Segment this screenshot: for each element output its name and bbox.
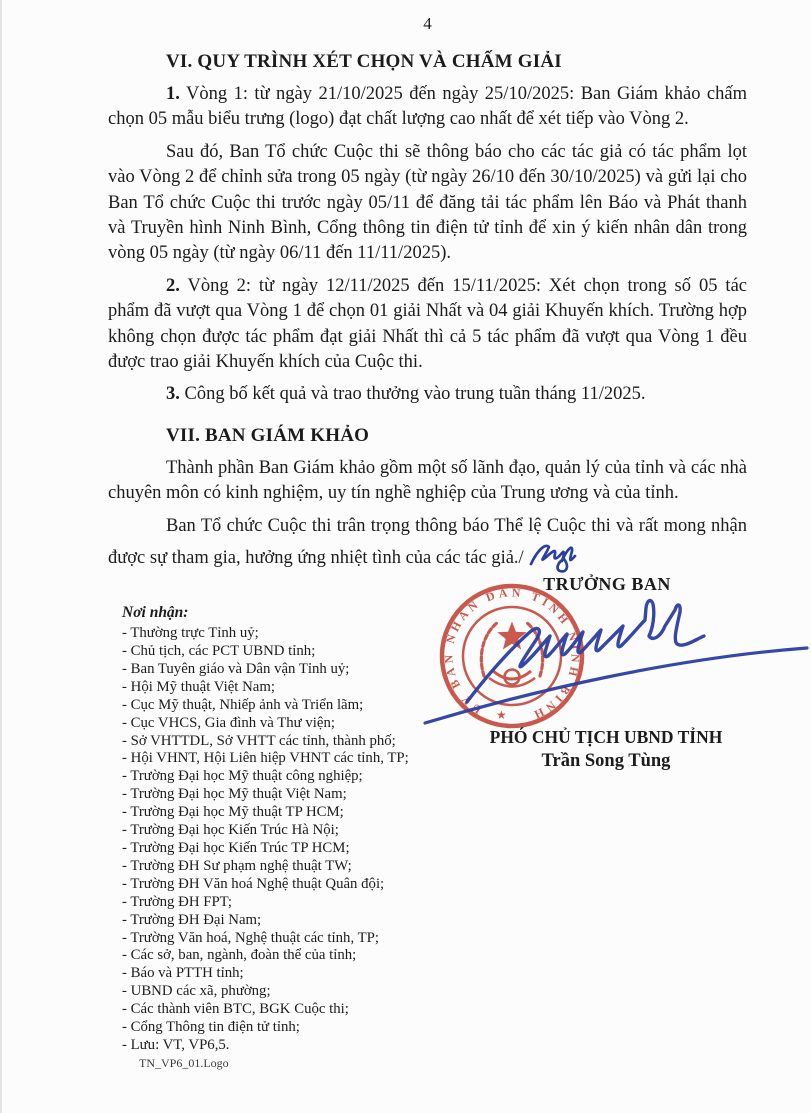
signer-name: Trần Song Tùng xyxy=(541,751,671,771)
recipient-item: - Lưu: VT, VP6,5. xyxy=(122,1036,230,1053)
recipient-item: - Trường Đại học Kiến Trúc Hà Nội; xyxy=(122,822,339,839)
paragraph-lead: 2. xyxy=(166,275,180,296)
recipient-item: - Ban Tuyên giáo và Dân vận Tỉnh uỷ; xyxy=(122,660,350,677)
recipient-item: - Hội Mỹ thuật Việt Nam; xyxy=(122,678,275,695)
recipient-item: - Báo và PTTH tỉnh; xyxy=(122,965,244,982)
seal-ring-text: ỦY BAN NHÂN DÂN TỈNH NINH BÌNH xyxy=(441,585,583,722)
recipient-item: - Các thành viên BTC, BGK Cuộc thi; xyxy=(122,1001,349,1018)
recipient-item: - Các sở, ban, ngành, đoàn thể của tỉnh; xyxy=(122,947,357,964)
recipient-item: - Cổng Thông tin điện tử tỉnh; xyxy=(122,1019,300,1036)
section-vi-heading: VI. QUY TRÌNH XÉT CHỌN VÀ CHẤM GIẢI xyxy=(166,51,562,72)
recipients-label: Nơi nhận: xyxy=(122,604,189,622)
recipient-item: - Trường Văn hoá, Nghệ thuật các tỉnh, TP; xyxy=(122,929,379,946)
signature-block xyxy=(412,570,811,785)
recipient-item: - Trường Đại học Mỹ thuật TP HCM; xyxy=(122,804,344,821)
paragraph-results xyxy=(108,382,747,407)
recipient-item: - Trường ĐH Sư phạm nghệ thuật TW; xyxy=(122,857,352,874)
signature-underline-stroke xyxy=(425,648,807,723)
paragraph-closing xyxy=(108,514,747,575)
recipient-item: - Trường Đại học Kiến Trúc TP HCM; xyxy=(122,839,350,856)
section-vii-heading: VII. BAN GIÁM KHẢO xyxy=(166,424,370,446)
recipient-item: - Trường ĐH Đại Nam; xyxy=(122,911,262,928)
paragraph-text: Vòng 2: từ ngày 12/11/2025 đến 15/11/2025: Xét chọn trong số 05 tác phẩm đã vượt qua Vòng 1 để chọn 01 giải Nhất và 04 giải Khuyến khích. Trường hợp không chọn được tác phẩm đạt giải Nhất thì cả 5 tác phẩm đã vượt qua Vòng 1 đều được trao giải Khuyến khích của Cuộc thi. xyxy=(108,275,747,373)
paragraph-jury: Thành phần Ban Giám khảo gồm một số lãnh đạo, quản lý của tỉnh và các nhà chuyên môn có kinh nghiệm, uy tín nghề nghiệp của Trung ương và của tỉnh. xyxy=(108,457,747,504)
recipient-item: - Trường ĐH Văn hoá Nghệ thuật Quân đội; xyxy=(122,875,385,892)
paragraph-lead: 1. xyxy=(166,84,180,104)
paragraph-lead: 3. xyxy=(166,384,180,405)
paragraph-text: Công bố kết quả và trao thưởng vào trung tuần tháng 11/2025. xyxy=(179,384,646,405)
page-number: 4 xyxy=(423,14,432,33)
recipient-item: - Trường Đại học Mỹ thuật Việt Nam; xyxy=(122,786,347,803)
signature-flourish-stroke xyxy=(467,601,704,702)
paragraph-round1 xyxy=(108,82,747,133)
signer-title: PHÓ CHỦ TỊCH UBND TỈNH xyxy=(489,727,723,747)
approver-title: TRƯỞNG BAN xyxy=(543,574,671,594)
recipient-item: - Trường Đại học Mỹ thuật công nghiệp; xyxy=(122,768,363,785)
recipient-item: - Cục VHCS, Gia đình và Thư viện; xyxy=(122,714,335,731)
paragraph-after-round1: Sau đó, Ban Tổ chức Cuộc thi sẽ thông báo cho các tác giả có tác phẩm lọt vào Vòng 2 để chỉnh sửa trong 05 ngày (từ ngày 26/10 đến 30/10/2025) và gửi lại cho Ban Tổ chức Cuộc thi trước ngày 05/11 để đăng tải tác phẩm lên Báo và Phát thanh và Truyền hình Ninh Bình, Cổng thông tin điện tử tỉnh để xin ý kiến nhân dân trong vòng 05 ngày (từ ngày 06/11 đến 11/11/2025). xyxy=(108,141,747,264)
recipient-item: - Trường ĐH FPT; xyxy=(122,893,233,910)
recipient-item: - UBND các xã, phường; xyxy=(122,983,271,1000)
paragraph-text: Ban Tổ chức Cuộc thi trân trọng thông báo Thể lệ Cuộc thi và rất mong nhận được sự tham gia, hưởng ứng nhiệt tình của các tác giả./ xyxy=(108,515,747,569)
recipient-item: - Sở VHTTDL, Sở VHTT các tỉnh, thành phố; xyxy=(122,732,396,749)
recipient-item: - Hội VHNT, Hội Liên hiệp VHNT các tỉnh, TP; xyxy=(122,750,409,767)
seal-star-separator: ★ xyxy=(496,708,507,722)
paragraph-text: Vòng 1: từ ngày 21/10/2025 đến ngày 25/10/2025: Ban Giám khảo chấm chọn 05 mẫu biểu trưng (logo) đạt chất lượng cao nhất để xét tiếp vào Vòng 2. xyxy=(108,84,747,130)
document-reference-code: TN_VP6_01.Logo xyxy=(139,1055,229,1070)
recipient-item: - Cục Mỹ thuật, Nhiếp ảnh và Triển lãm; xyxy=(122,696,364,713)
recipient-item: - Thường trực Tỉnh uỷ; xyxy=(122,625,259,642)
document-content xyxy=(2,0,811,1071)
recipient-item: - Chủ tịch, các PCT UBND tỉnh; xyxy=(122,643,316,659)
paragraph-round2 xyxy=(108,274,747,376)
